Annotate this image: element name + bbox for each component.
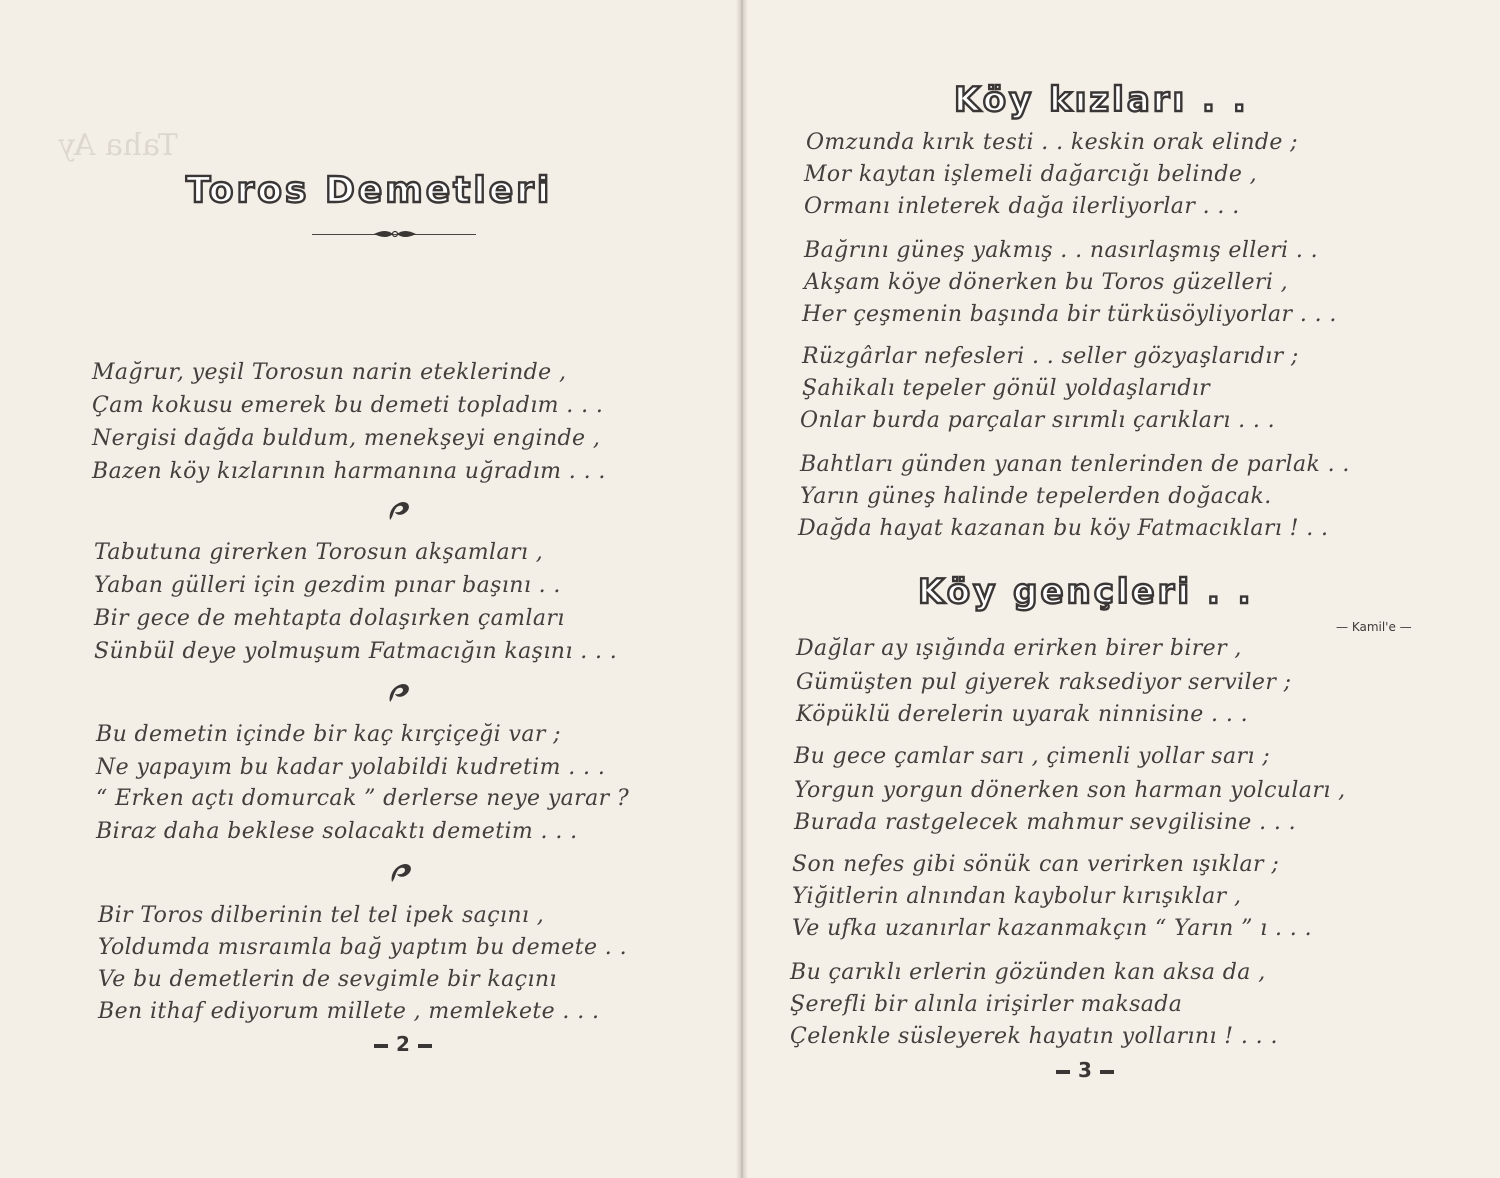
poem-line: Köpüklü derelerin uyarak ninnisine . . . bbox=[796, 702, 1249, 727]
poem-line: Bu gece çamlar sarı , çimenli yollar sarı ; bbox=[794, 744, 1271, 769]
dedication: — Kamil'e — bbox=[1336, 620, 1412, 634]
poem-line: Dağda hayat kazanan bu köy Fatmacıkları ! . . bbox=[798, 516, 1329, 541]
poem-title: Köy gençleri . . bbox=[918, 572, 1254, 612]
poem-line: Rüzgârlar nefesleri . . seller gözyaşlarıdır ; bbox=[802, 344, 1299, 369]
page-number: 3 bbox=[1048, 1058, 1122, 1082]
poem-line: Omzunda kırık testi . . keskin orak elinde ; bbox=[806, 130, 1298, 155]
poem-line: Her çeşmenin başında bir türküsöyliyorlar . . . bbox=[802, 302, 1337, 327]
poem-title: Köy kızları . . bbox=[954, 80, 1249, 120]
poem-line: Ve bu demetlerin de sevgimle bir kaçını bbox=[98, 967, 557, 992]
poem-line: Ben ithaf ediyorum millete , memlekete . . . bbox=[98, 999, 600, 1024]
book-gutter bbox=[736, 0, 748, 1178]
bleed-through-text: Taha Ay bbox=[58, 128, 178, 163]
poem-line: Gümüşten pul giyerek raksediyor serviler ; bbox=[796, 670, 1292, 695]
poem-line: Şahikalı tepeler gönül yoldaşlarıdır bbox=[802, 376, 1211, 401]
right-page bbox=[742, 0, 1500, 1178]
poem-line: Bir Toros dilberinin tel tel ipek saçını , bbox=[98, 903, 545, 928]
poem-line: Burada rastgelecek mahmur sevgilisine . . . bbox=[794, 810, 1297, 835]
page-title: Toros Demetleri bbox=[186, 170, 553, 211]
poem-line: Nergisi dağda buldum, menekşeyi enginde , bbox=[92, 426, 601, 451]
poem-line: Yaban gülleri için gezdim pınar başını . . bbox=[94, 573, 561, 598]
poem-line: Ve ufka uzanırlar kazanmakçın “ Yarın ” ı . . . bbox=[792, 916, 1312, 941]
poem-line: Mağrur, yeşil Torosun narin eteklerinde , bbox=[92, 360, 567, 385]
poem-line: Şerefli bir alınla irişirler maksada bbox=[790, 992, 1183, 1017]
poem-line: Bu demetin içinde bir kaç kırçiçeği var ; bbox=[96, 722, 561, 747]
poem-line: Bir gece de mehtapta dolaşırken çamları bbox=[94, 606, 565, 631]
poem-line: Sünbül deye yolmuşum Fatmacığın kaşını . . . bbox=[94, 639, 618, 664]
ornament-icon bbox=[372, 229, 418, 239]
poem-line: Onlar burda parçalar sırımlı çarıkları . . . bbox=[800, 408, 1276, 433]
poem-line: Çam kokusu emerek bu demeti topladım . . . bbox=[92, 393, 604, 418]
page-number: 2 bbox=[366, 1032, 440, 1056]
fleuron-icon bbox=[386, 500, 412, 522]
poem-line: Akşam köye dönerken bu Toros güzelleri , bbox=[804, 270, 1289, 295]
poem-line: Çelenkle süsleyerek hayatın yollarını ! . . . bbox=[790, 1024, 1278, 1049]
poem-line: Biraz daha beklese solacaktı demetim . . . bbox=[96, 819, 578, 844]
fleuron-icon bbox=[388, 862, 414, 884]
poem-line: Bahtları günden yanan tenlerinden de parlak . . bbox=[800, 452, 1350, 477]
left-page bbox=[0, 0, 742, 1178]
poem-line: Yorgun yorgun dönerken son harman yolcuları , bbox=[794, 778, 1346, 803]
poem-line: Bazen köy kızlarının harmanına uğradım . . . bbox=[92, 459, 606, 484]
poem-line: Yiğitlerin alnından kaybolur kırışıklar , bbox=[792, 884, 1242, 909]
poem-line: Son nefes gibi sönük can verirken ışıklar ; bbox=[792, 852, 1280, 877]
poem-line: Dağlar ay ışığında erirken birer birer , bbox=[796, 636, 1242, 661]
fleuron-icon bbox=[386, 682, 412, 704]
poem-line: “ Erken açtı domurcak ” derlerse neye yarar ? bbox=[96, 786, 630, 811]
poem-line: Bu çarıklı erlerin gözünden kan aksa da , bbox=[790, 960, 1266, 985]
poem-line: Ormanı inleterek dağa ilerliyorlar . . . bbox=[804, 194, 1240, 219]
poem-line: Tabutuna girerken Torosun akşamları , bbox=[94, 540, 544, 565]
poem-line: Yarın güneş halinde tepelerden doğacak. bbox=[800, 484, 1272, 509]
poem-line: Bağrını güneş yakmış . . nasırlaşmış elleri . . bbox=[804, 238, 1319, 263]
poem-line: Mor kaytan işlemeli dağarcığı belinde , bbox=[804, 162, 1258, 187]
poem-line: Yoldumda mısraımla bağ yaptım bu demete . . bbox=[98, 935, 627, 960]
poem-line: Ne yapayım bu kadar yolabildi kudretim . . . bbox=[96, 755, 606, 780]
